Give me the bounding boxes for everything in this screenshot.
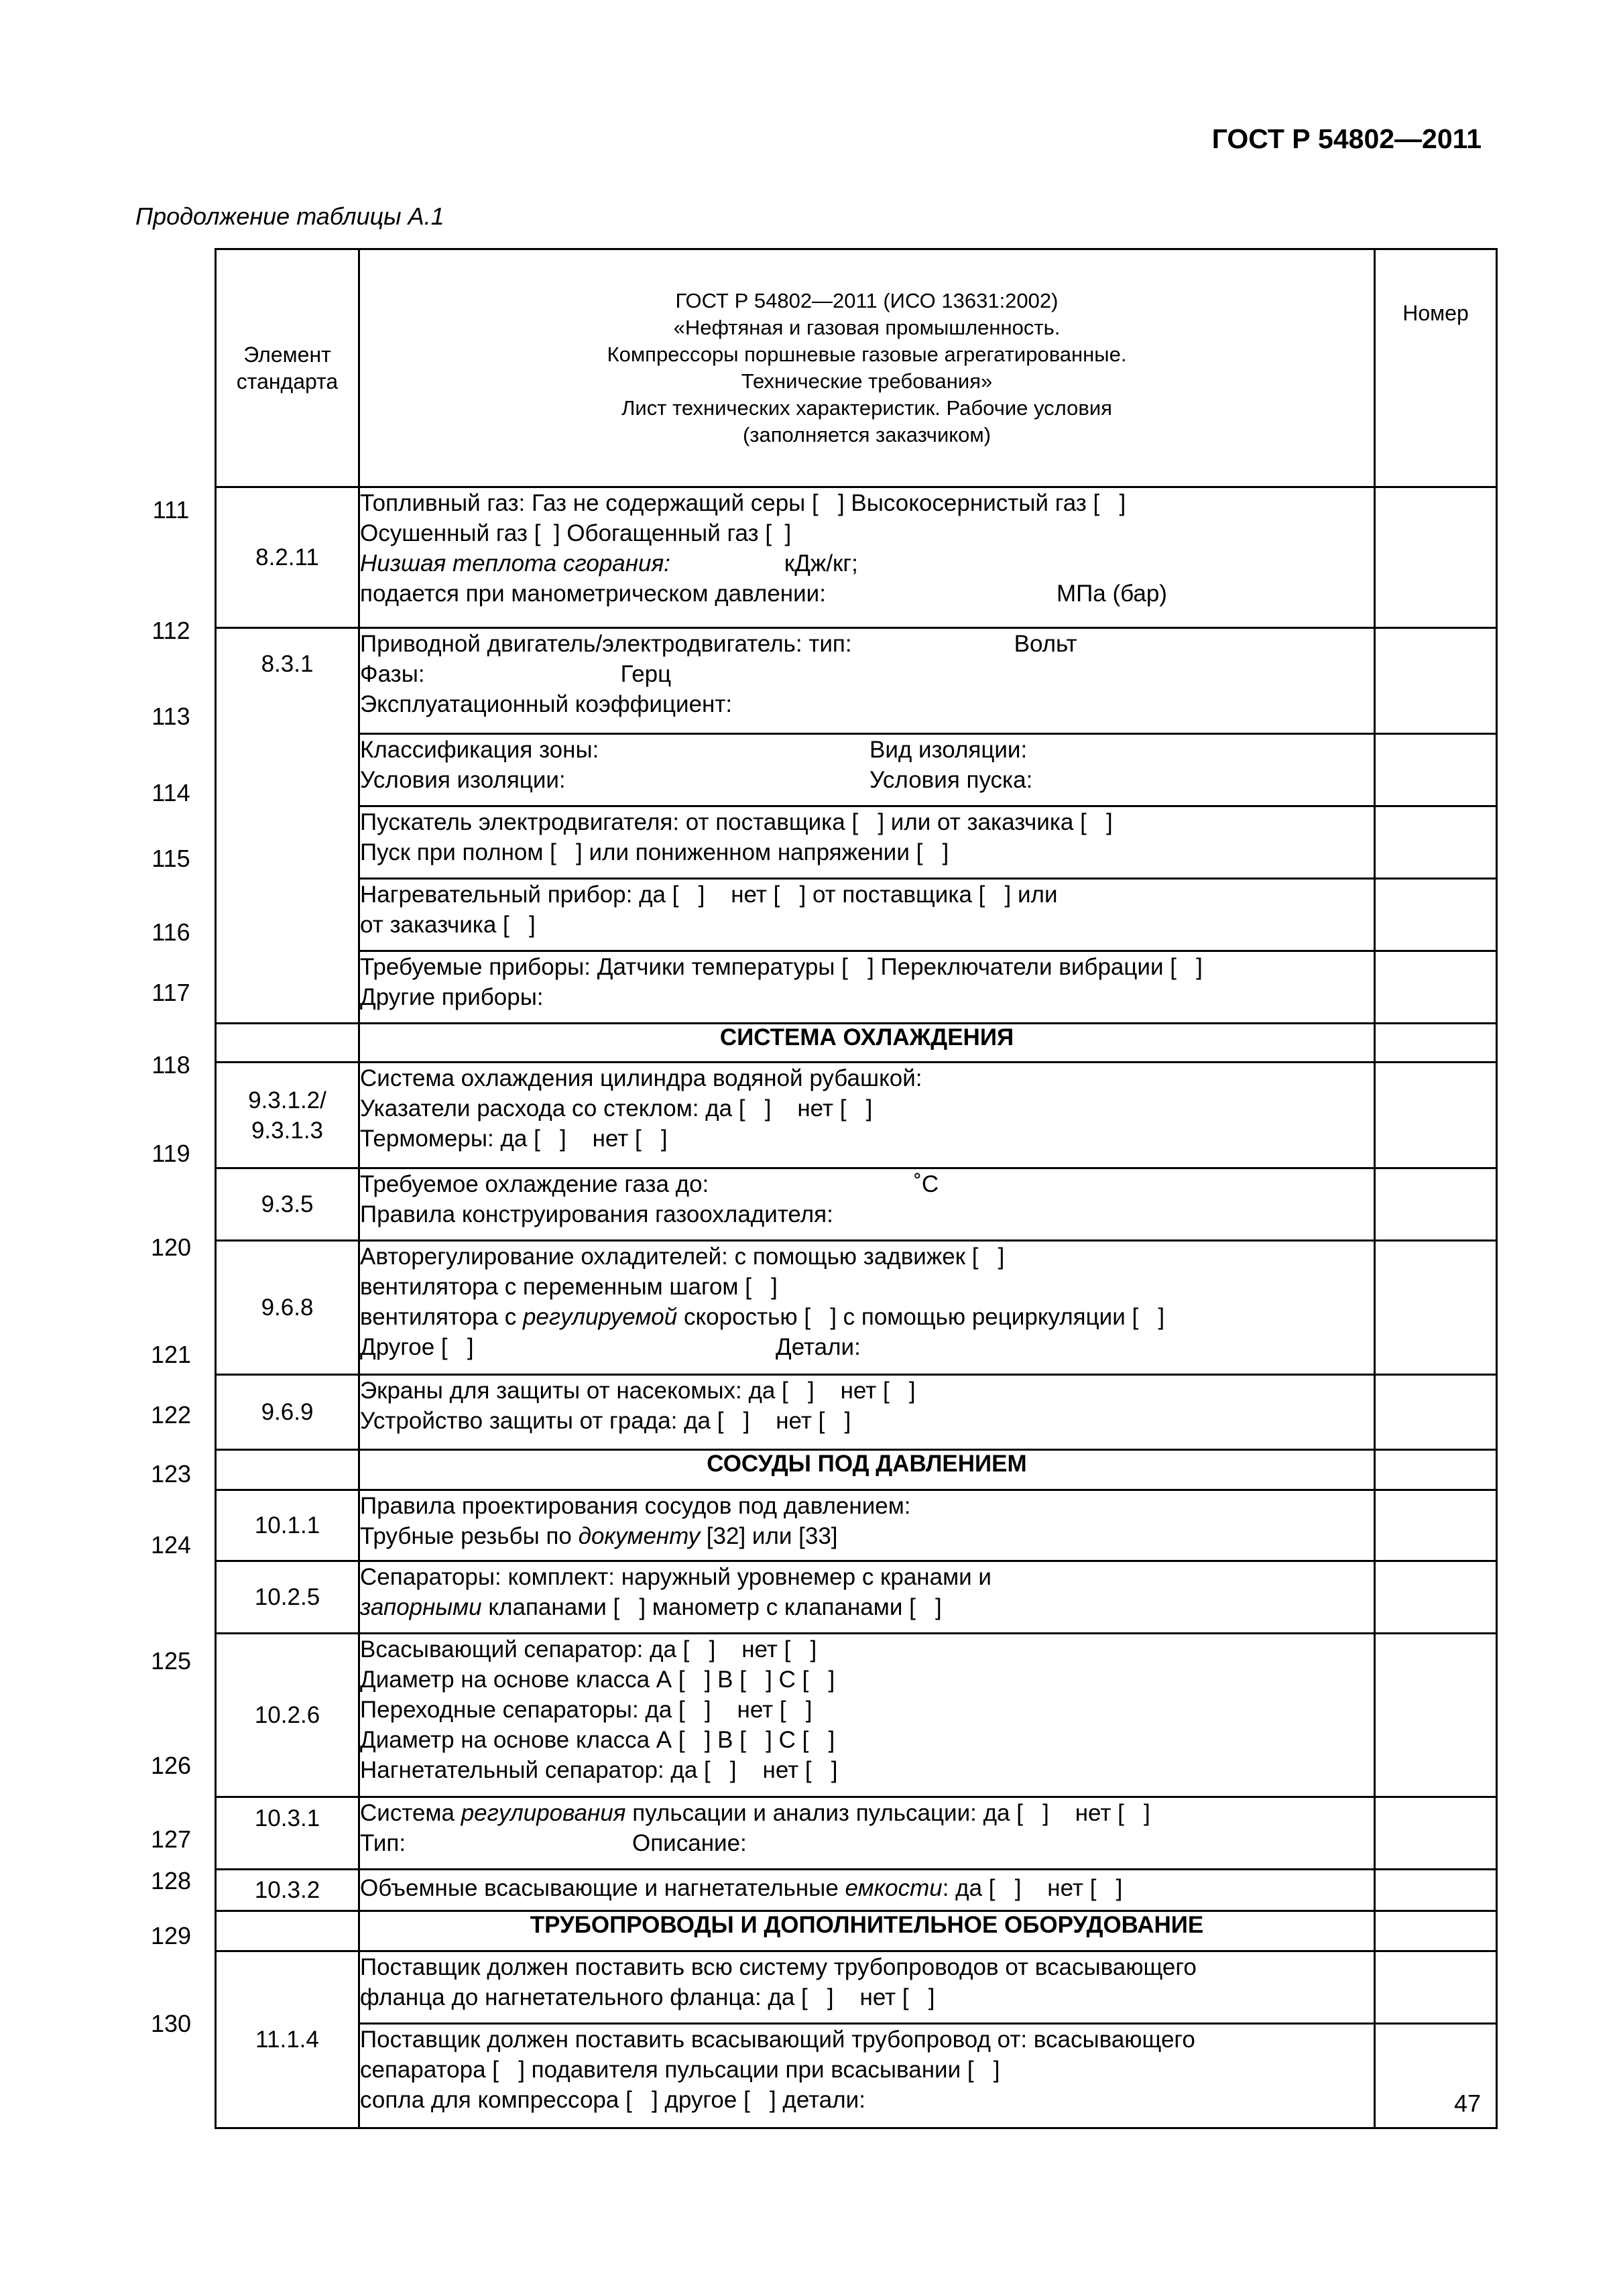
- element-cell: [216, 1024, 359, 1063]
- section-row: [216, 1911, 1497, 1951]
- row-number: 123: [150, 1460, 192, 1488]
- number-cell[interactable]: [1375, 1870, 1497, 1911]
- number-cell[interactable]: [1375, 487, 1497, 628]
- document-id: ГОСТ Р 54802—2011: [1211, 123, 1482, 154]
- number-cell[interactable]: [1375, 879, 1497, 951]
- row-number: 113: [152, 703, 190, 730]
- row-number: 130: [150, 2010, 192, 2037]
- number-cell[interactable]: [1375, 1561, 1497, 1634]
- table-row: [216, 951, 1497, 1024]
- table-row: [216, 879, 1497, 951]
- specification-table: [215, 248, 1498, 2129]
- table-row: [216, 734, 1497, 806]
- number-cell[interactable]: [1375, 951, 1497, 1024]
- header-number: Номер: [1375, 249, 1497, 487]
- content-cell: Система охлаждения цилиндра водяной рубашкой: Указатели расхода со стеклом: да [ ] нет [ ] Термомеры: да [ ] нет [ ]: [359, 1063, 1375, 1168]
- page-number: 47: [1453, 2090, 1481, 2117]
- content-cell: Требуемые приборы: Датчики температуры [ ] Переключатели вибрации [ ] Другие приборы:: [359, 951, 1375, 1024]
- number-cell[interactable]: [1375, 1797, 1497, 1870]
- content-cell: Поставщик должен поставить всасывающий трубопровод от: всасывающего сепаратора [ ] подавителя пульсации при всасывании [ ] сопла для компрессора [ ] другое [ ] детали:: [359, 2024, 1375, 2128]
- element-cell: 10.3.1: [216, 1797, 359, 1870]
- row-number: 126: [150, 1752, 192, 1779]
- content-cell: Классификация зоны: Вид изоляции: Условия изоляции: Условия пуска:: [359, 734, 1375, 806]
- element-cell: 8.2.11: [216, 487, 359, 628]
- element-cell: 9.3.1.2/ 9.3.1.3: [216, 1063, 359, 1168]
- row-number: 122: [150, 1401, 192, 1429]
- content-cell: Авторегулирование охладителей: с помощью задвижек [ ] вентилятора с переменным шагом [ ] вентилятора с регулируемой скоростью [ ] с помощью рециркуляции [ ] Другое [ ] Детали:: [359, 1241, 1375, 1375]
- table-header-row: [216, 249, 1497, 487]
- content-cell: Приводной двигатель/электродвигатель: тип: Вольт Фазы: Герц Эксплуатационный коэффициент:: [359, 628, 1375, 734]
- section-title: ТРУБОПРОВОДЫ И ДОПОЛНИТЕЛЬНОЕ ОБОРУДОВАНИЕ: [359, 1911, 1375, 1951]
- number-cell[interactable]: [1375, 1634, 1497, 1797]
- section-title: СОСУДЫ ПОД ДАВЛЕНИЕМ: [359, 1450, 1375, 1490]
- table-row: [216, 2024, 1497, 2128]
- element-cell: [216, 1911, 359, 1951]
- row-number: 119: [152, 1140, 190, 1167]
- table-caption: Продолжение таблицы А.1: [135, 202, 444, 230]
- row-number: 125: [150, 1647, 192, 1675]
- content-cell: Сепараторы: комплект: наружный уровнемер с кранами и запорными клапанами [ ] манометр с клапанами [ ]: [359, 1561, 1375, 1634]
- content-cell: Система регулирования пульсации и анализ пульсации: да [ ] нет [ ] Тип: Описание:: [359, 1797, 1375, 1870]
- table-row: [216, 1168, 1497, 1241]
- row-number: 117: [152, 979, 190, 1006]
- number-cell[interactable]: [1375, 806, 1497, 879]
- row-number: 116: [152, 918, 190, 946]
- element-cell: 9.6.9: [216, 1375, 359, 1450]
- number-cell[interactable]: [1375, 1063, 1497, 1168]
- number-cell[interactable]: [1375, 734, 1497, 806]
- row-number: 118: [152, 1051, 190, 1079]
- table-row: [216, 1375, 1497, 1450]
- table-row: [216, 1490, 1497, 1561]
- element-cell: 10.2.6: [216, 1634, 359, 1797]
- element-cell: 10.3.2: [216, 1870, 359, 1911]
- row-number: 111: [152, 496, 190, 524]
- content-cell: Пускатель электродвигателя: от поставщика [ ] или от заказчика [ ] Пуск при полном [ ] или пониженном напряжении [ ]: [359, 806, 1375, 879]
- element-cell: 9.6.8: [216, 1241, 359, 1375]
- row-number: 114: [152, 779, 190, 806]
- section-title: СИСТЕМА ОХЛАЖДЕНИЯ: [359, 1024, 1375, 1063]
- element-cell: 10.2.5: [216, 1561, 359, 1634]
- element-cell: 9.3.5: [216, 1168, 359, 1241]
- number-cell[interactable]: [1375, 1450, 1497, 1490]
- number-cell[interactable]: [1375, 1375, 1497, 1450]
- content-cell: Объемные всасывающие и нагнетательные емкости: да [ ] нет [ ]: [359, 1870, 1375, 1911]
- element-cell: 10.1.1: [216, 1490, 359, 1561]
- element-cell: 11.1.4: [216, 1951, 359, 2128]
- table-row: [216, 1063, 1497, 1168]
- row-number: 124: [150, 1531, 192, 1559]
- content-cell: Требуемое охлаждение газа до: ˚С Правила конструирования газоохладителя:: [359, 1168, 1375, 1241]
- section-row: [216, 1450, 1497, 1490]
- content-cell: Правила проектирования сосудов под давлением: Трубные резьбы по документу [32] или [33]: [359, 1490, 1375, 1561]
- header-element: Элемент стандарта: [216, 249, 359, 487]
- table-row: [216, 1634, 1497, 1797]
- content-cell: Нагревательный прибор: да [ ] нет [ ] от поставщика [ ] или от заказчика [ ]: [359, 879, 1375, 951]
- number-cell[interactable]: [1375, 1024, 1497, 1063]
- number-cell[interactable]: [1375, 1951, 1497, 2024]
- number-cell[interactable]: [1375, 1911, 1497, 1951]
- number-cell[interactable]: [1375, 1168, 1497, 1241]
- element-cell: 8.3.1: [216, 628, 359, 1024]
- number-cell[interactable]: [1375, 628, 1497, 734]
- row-number: 112: [152, 617, 190, 644]
- table-row: [216, 1951, 1497, 2024]
- content-cell: Экраны для защиты от насекомых: да [ ] нет [ ] Устройство защиты от града: да [ ] нет [ ]: [359, 1375, 1375, 1450]
- table-row: [216, 1241, 1497, 1375]
- section-row: [216, 1024, 1497, 1063]
- header-title: ГОСТ Р 54802—2011 (ИСО 13631:2002) «Нефтяная и газовая промышленность. Компрессоры поршневые газовые агрегатированные. Технические требования» Лист технических характеристик. Рабочие условия (заполняется заказчиком): [359, 249, 1375, 487]
- row-number: 127: [150, 1825, 192, 1853]
- table-row: [216, 1870, 1497, 1911]
- row-number: 121: [150, 1341, 192, 1368]
- number-cell[interactable]: [1375, 1241, 1497, 1375]
- content-cell: Поставщик должен поставить всю систему трубопроводов от всасывающего фланца до нагнетательного фланца: да [ ] нет [ ]: [359, 1951, 1375, 2024]
- content-cell: Топливный газ: Газ не содержащий серы [ ] Высокосернистый газ [ ] Осушенный газ [ ] Обогащенный газ [ ] Низшая теплота сгорания: кДж/кг; подается при манометрическом давлении: МПа (бар): [359, 487, 1375, 628]
- table-row: [216, 1797, 1497, 1870]
- table-row: [216, 1561, 1497, 1634]
- row-number: 115: [152, 845, 190, 872]
- row-number: 128: [150, 1867, 192, 1894]
- row-number: 120: [150, 1233, 192, 1261]
- element-cell: [216, 1450, 359, 1490]
- table-row: [216, 628, 1497, 734]
- content-cell: Всасывающий сепаратор: да [ ] нет [ ] Диаметр на основе класса А [ ] В [ ] С [ ] Переходные сепараторы: да [ ] нет [ ] Диаметр на основе класса А [ ] В [ ] С [ ] Нагнетательный сепаратор: да [ ] нет [ ]: [359, 1634, 1375, 1797]
- number-cell[interactable]: [1375, 1490, 1497, 1561]
- table-row: [216, 487, 1497, 628]
- row-number: 129: [150, 1922, 192, 1949]
- table-row: [216, 806, 1497, 879]
